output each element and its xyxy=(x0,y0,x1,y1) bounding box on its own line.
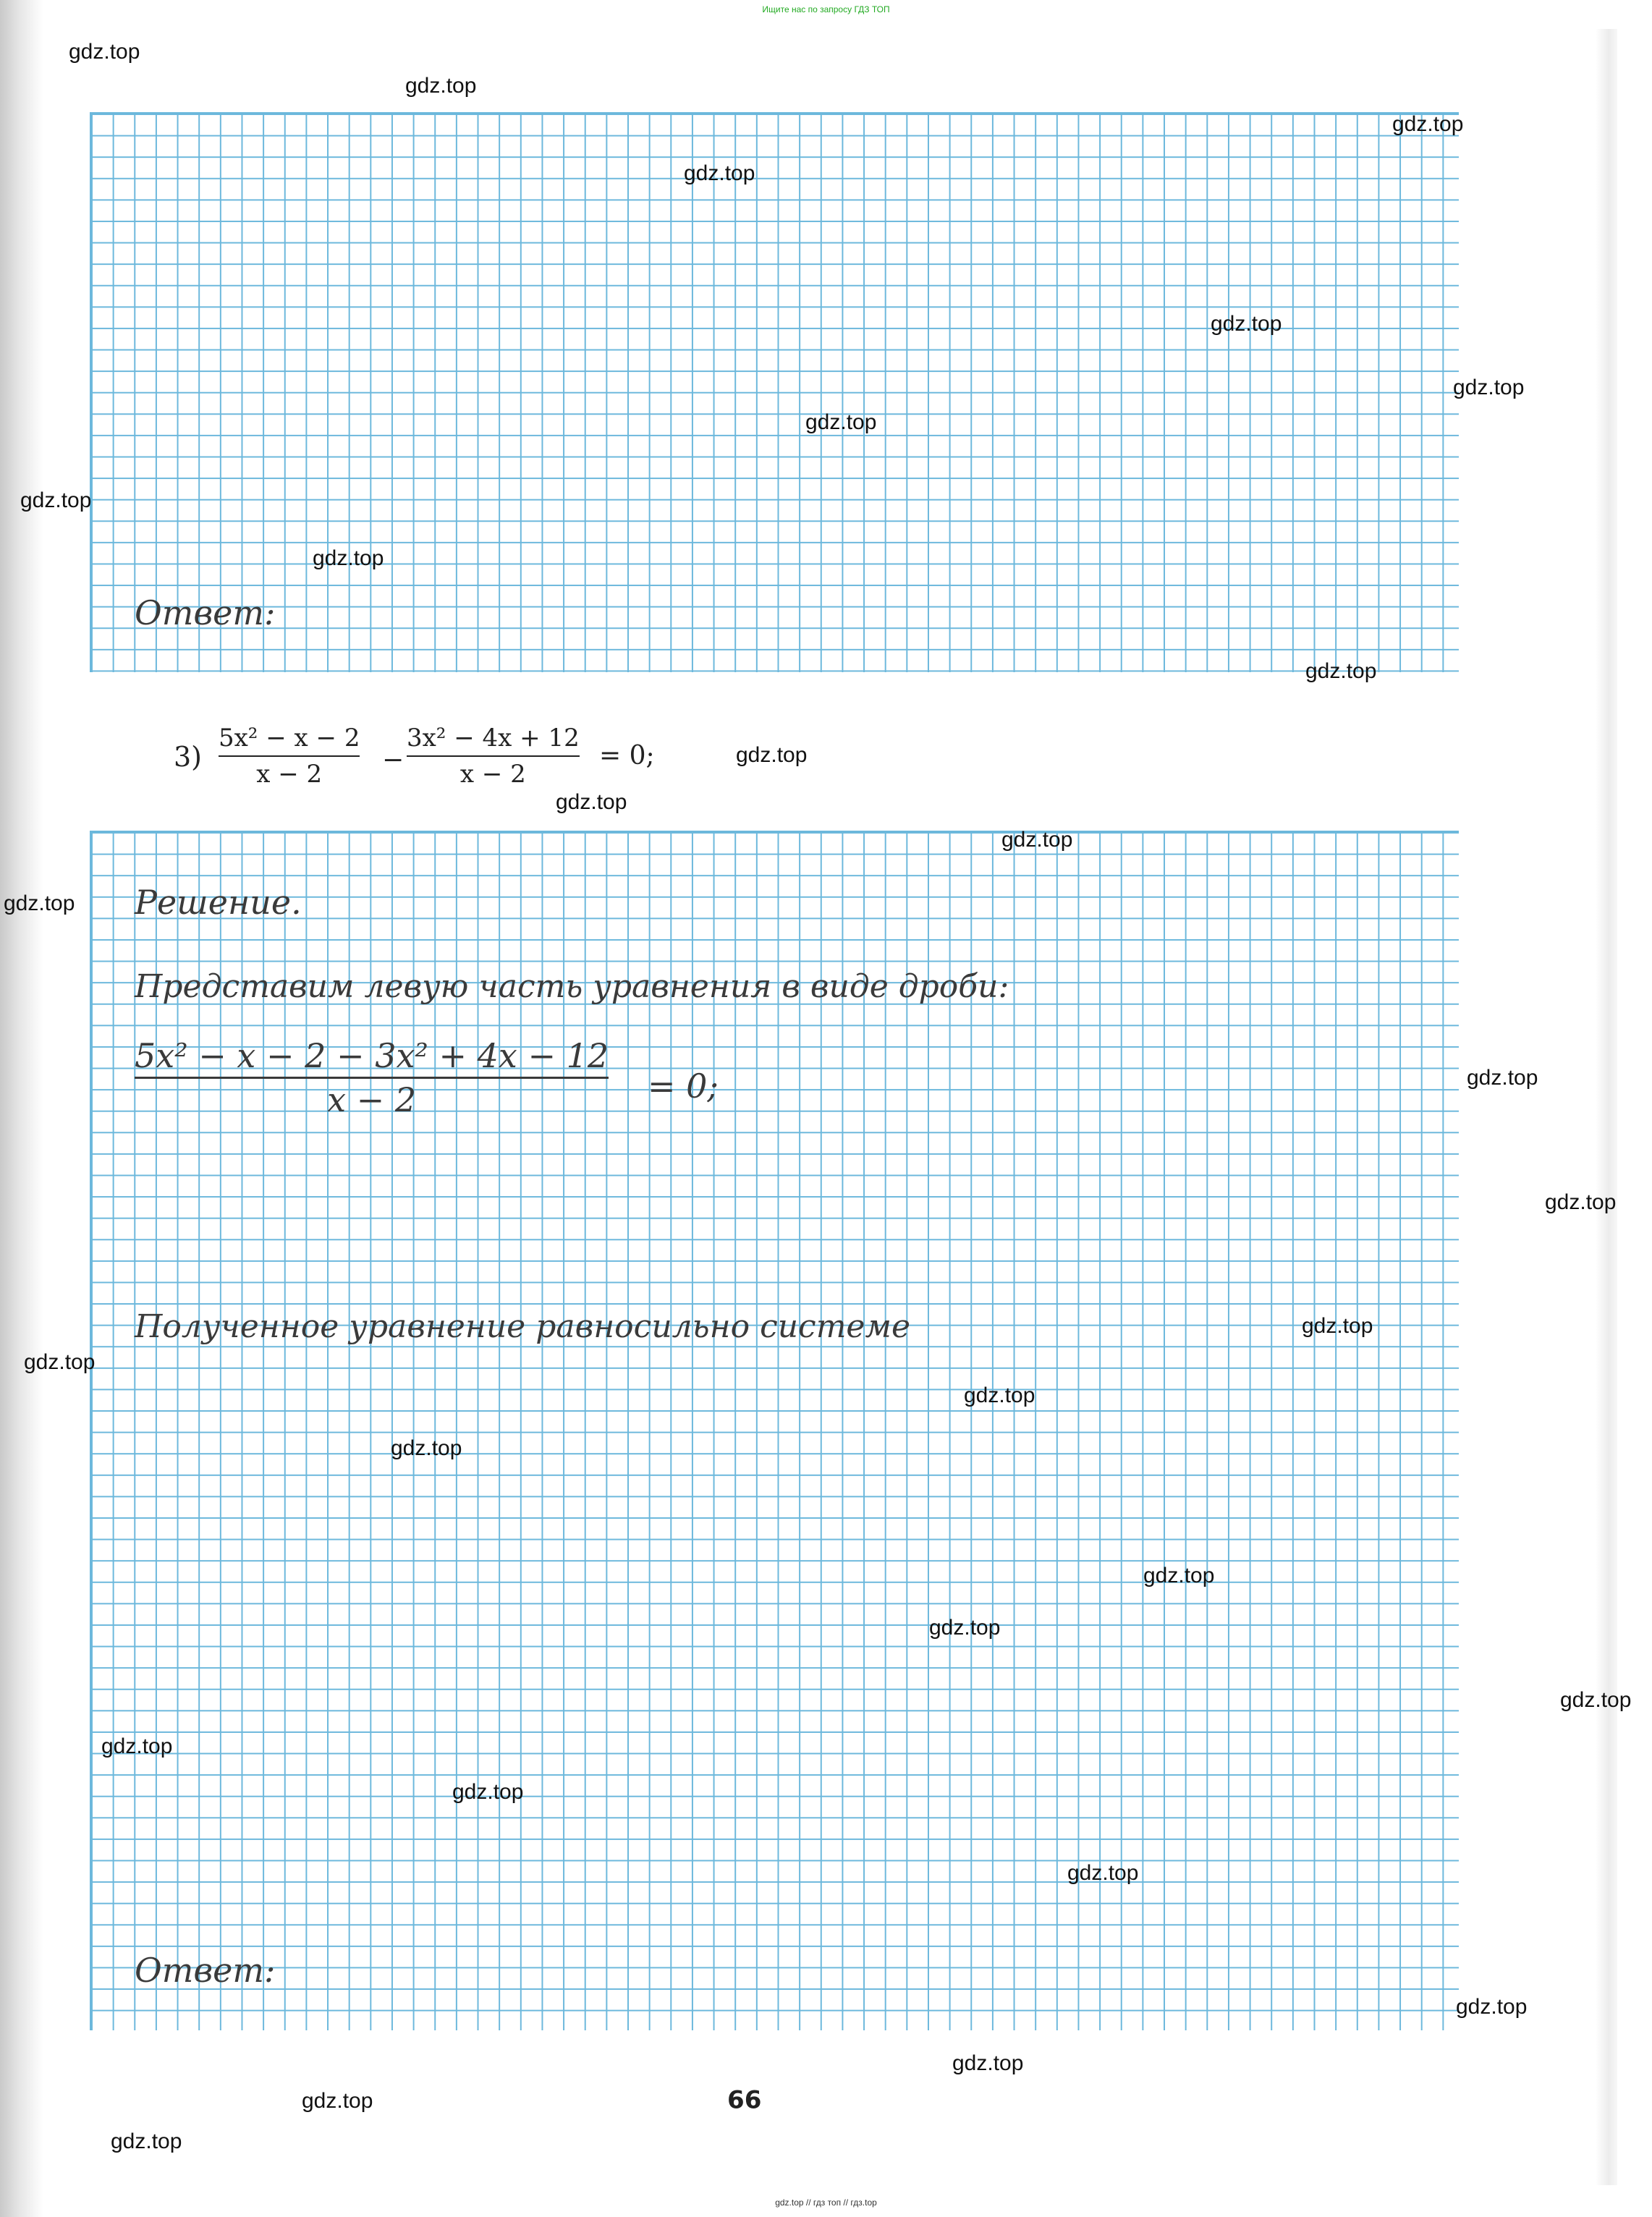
top-banner[interactable]: Ищите нас по запросу ГДЗ ТОП xyxy=(762,4,890,14)
fraction-bar xyxy=(135,1077,609,1079)
watermark: gdz.top xyxy=(1545,1190,1617,1214)
watermark: gdz.top xyxy=(684,161,755,185)
watermark: gdz.top xyxy=(1392,112,1464,136)
task-number: 3) xyxy=(174,741,203,773)
watermark: gdz.top xyxy=(69,40,140,64)
watermark: gdz.top xyxy=(405,74,477,98)
solution-label: Решение. xyxy=(135,883,302,922)
task-fraction-2 xyxy=(407,724,580,789)
fraction-bar xyxy=(407,755,580,757)
watermark: gdz.top xyxy=(101,1734,173,1758)
handwritten-equals-zero: = 0; xyxy=(648,1067,719,1106)
watermark: gdz.top xyxy=(952,2051,1024,2075)
watermark: gdz.top xyxy=(4,891,75,915)
grid-area-1 xyxy=(90,112,1459,672)
watermark: gdz.top xyxy=(1302,1314,1373,1338)
watermark: gdz.top xyxy=(929,1616,1001,1640)
page-binding-shadow xyxy=(0,0,43,2217)
task-fraction-1-denominator: x − 2 xyxy=(256,760,323,789)
watermark: gdz.top xyxy=(1456,1995,1528,2019)
solution-line-2: Полученное уравнение равносильно системе xyxy=(135,1308,910,1345)
watermark: gdz.top xyxy=(1067,1861,1139,1885)
watermark: gdz.top xyxy=(313,546,384,570)
watermark: gdz.top xyxy=(1211,312,1282,336)
watermark: gdz.top xyxy=(964,1383,1035,1407)
grid-area-2 xyxy=(90,831,1459,2030)
watermark: gdz.top xyxy=(452,1780,524,1804)
watermark: gdz.top xyxy=(24,1350,96,1374)
watermark: gdz.top xyxy=(736,743,808,767)
page-edge-shadow xyxy=(1596,29,1617,2185)
answer-label-1: Ответ: xyxy=(135,593,276,632)
answer-label-2: Ответ: xyxy=(135,1951,276,1990)
handwritten-fraction-numerator: 5x² − x − 2 − 3x² + 4x − 12 xyxy=(135,1036,609,1075)
watermark: gdz.top xyxy=(1453,376,1525,399)
watermark: gdz.top xyxy=(111,2129,182,2153)
watermark: gdz.top xyxy=(1001,828,1073,852)
bottom-banner[interactable]: gdz.top // гдз топ // гдз.top xyxy=(775,2197,877,2208)
watermark: gdz.top xyxy=(1305,659,1377,683)
page-number: 99 xyxy=(727,2084,762,2113)
watermark: gdz.top xyxy=(20,488,92,512)
task-fraction-2-denominator: x − 2 xyxy=(459,760,526,789)
watermark: gdz.top xyxy=(556,790,627,814)
watermark: gdz.top xyxy=(1143,1564,1215,1587)
task-fraction-1 xyxy=(219,724,360,789)
watermark: gdz.top xyxy=(1560,1688,1632,1712)
handwritten-fraction xyxy=(135,1036,609,1119)
task-fraction-1-numerator: 5x² − x − 2 xyxy=(219,724,360,753)
task-minus-sign: − xyxy=(382,745,404,775)
fraction-bar xyxy=(219,755,360,757)
watermark: gdz.top xyxy=(391,1436,462,1460)
task-equals-zero: = 0; xyxy=(599,741,655,771)
watermark: gdz.top xyxy=(805,410,877,434)
watermark: gdz.top xyxy=(302,2089,373,2113)
watermark: gdz.top xyxy=(1467,1066,1538,1090)
handwritten-fraction-denominator: x − 2 xyxy=(327,1080,417,1119)
task-fraction-2-numerator: 3x² − 4x + 12 xyxy=(407,724,580,753)
solution-line-1: Представим левую часть уравнения в виде дроби: xyxy=(135,968,1009,1005)
